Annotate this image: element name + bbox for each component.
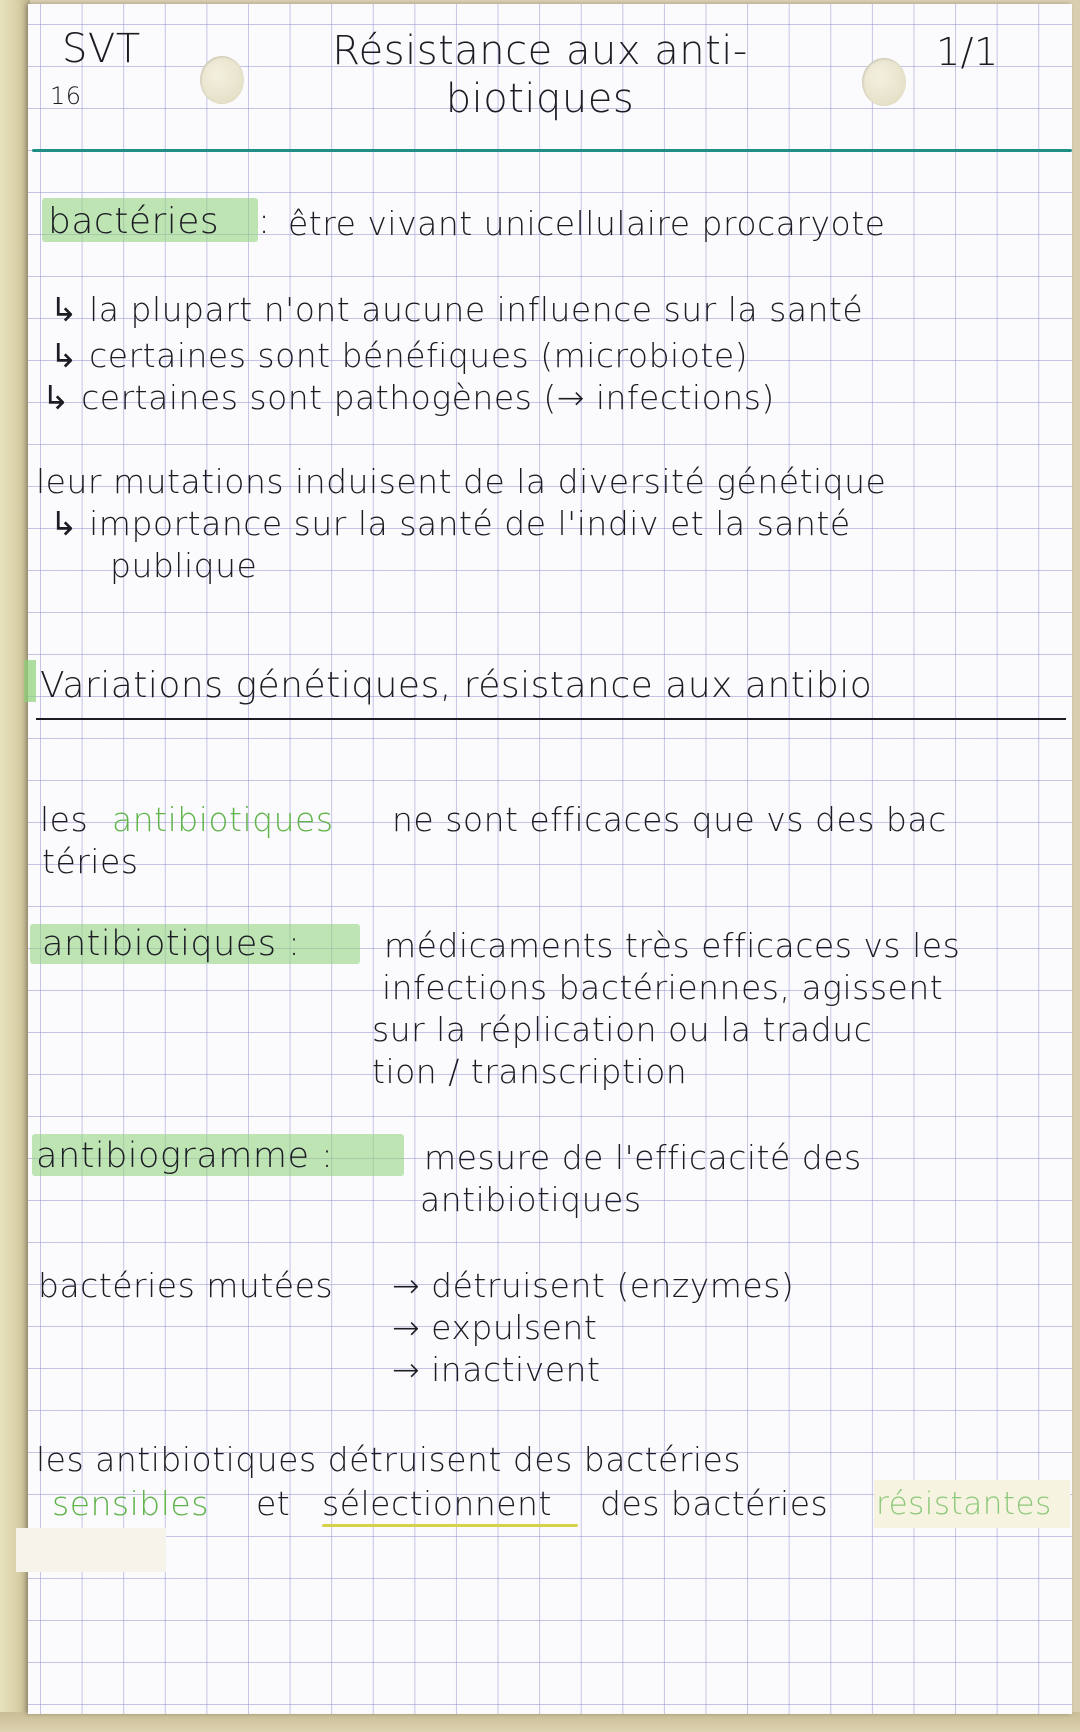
def-antibiotiques-line1: médicaments très efficaces vs les [384, 926, 961, 965]
section-heading-variations: Variations génétiques, résistance aux antibio [40, 665, 873, 706]
header-divider [32, 149, 1072, 152]
conclusion-resistantes: résistantes [876, 1486, 1052, 1522]
mutees-action-3: → inactivent [392, 1350, 601, 1389]
conclusion-des-bacteries: des bactéries [600, 1484, 829, 1523]
def-antibiotiques-line4: tion / transcription [372, 1052, 688, 1091]
heading-marker-strip [24, 660, 36, 702]
mutees-label: bactéries mutées [38, 1266, 334, 1305]
mutees-action-2: → expulsent [392, 1308, 598, 1347]
conclusion-line1: les antibiotiques détruisent des bactéries [36, 1440, 742, 1479]
mutations-line3: publique [110, 546, 258, 585]
bullet-bacteries-1: ↳ la plupart n'ont aucune influence sur la santé [50, 290, 864, 329]
intro-antibiotiques-green: antibiotiques [112, 800, 334, 839]
def-antibiotiques-line3: sur la réplication ou la traduc [372, 1010, 873, 1049]
page-title-line2: biotiques [445, 76, 635, 122]
intro-rest: ne sont efficaces que vs des bac [392, 800, 947, 839]
mutations-line1: leur mutations induisent de la diversité génétique [36, 462, 887, 501]
punch-hole-left-icon [200, 56, 244, 104]
intro-line2: téries [42, 842, 139, 881]
subject-label: SVT [62, 26, 141, 72]
mutations-line2: ↳ importance sur la santé de l'indiv et la santé [50, 504, 851, 543]
term-bacteries: bactéries [48, 201, 220, 242]
term-antibiotiques: antibiotiques : [42, 924, 301, 964]
correction-tape-patch [16, 1528, 166, 1572]
page-title-line1: Résistance aux anti- [332, 28, 748, 74]
conclusion-sensibles: sensibles [52, 1484, 209, 1523]
term-antibiogramme: antibiogramme : [36, 1136, 334, 1176]
punch-hole-right-icon [862, 58, 906, 106]
mutees-action-1: → détruisent (enzymes) [392, 1266, 795, 1305]
def-antibiotiques-line2: infections bactériennes, agissent [382, 968, 944, 1007]
desk-background-bottom [0, 1712, 1080, 1732]
definition-bacteries: être vivant unicellulaire procaryote [288, 204, 886, 243]
conclusion-et: et [256, 1484, 291, 1523]
selectionnent-underline [322, 1524, 578, 1527]
def-antibiogramme-line2: antibiotiques [420, 1180, 642, 1219]
term-bacteries-colon: : [258, 201, 271, 242]
desk-background-left [0, 0, 30, 1732]
bullet-bacteries-3: ↳ certaines sont pathogènes (→ infections) [42, 378, 775, 417]
heading-underline [36, 718, 1066, 720]
chapter-number: 16 [50, 82, 82, 110]
intro-les: les [40, 800, 89, 839]
def-antibiogramme-line1: mesure de l'efficacité des [424, 1138, 862, 1177]
bullet-bacteries-2: ↳ certaines sont bénéfiques (microbiote) [50, 336, 748, 375]
page-indicator: 1/1 [936, 30, 999, 74]
conclusion-selectionnent: sélectionnent [322, 1484, 552, 1523]
